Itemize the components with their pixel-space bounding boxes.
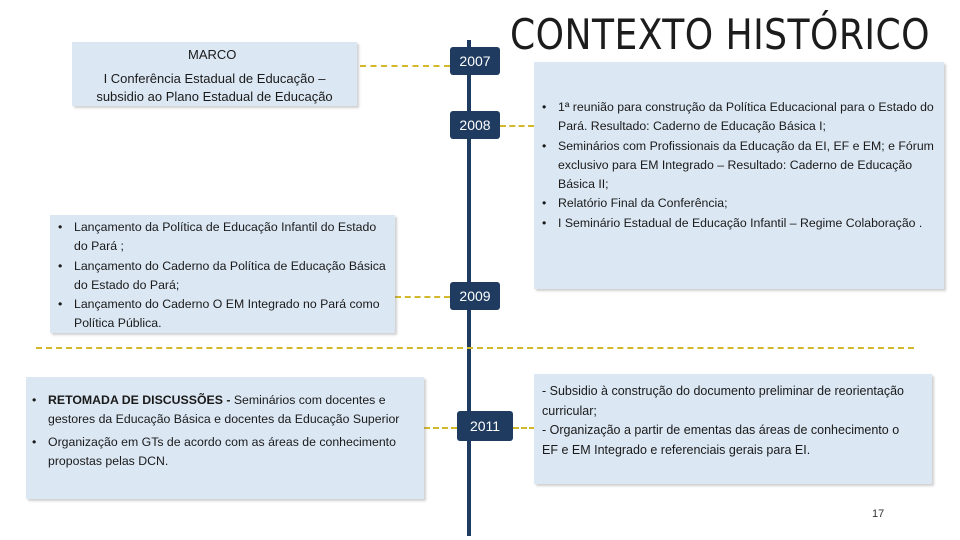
marco-line-2: subsidio ao Plano Estadual de Educação [96, 89, 333, 104]
section-divider [36, 347, 914, 349]
year-2009: 2009 [450, 282, 500, 310]
marco-line-1: I Conferência Estadual de Educação – [103, 71, 326, 86]
list-2008 [540, 98, 936, 233]
list-item [30, 391, 416, 428]
list-2011 [30, 391, 416, 470]
list-item: • Organização em GTs de acordo com as áreas de conhecimento propostas pelas DCN. [30, 433, 416, 470]
retomada-text: Seminários com docentes e gestores da Educação Básica e docentes da Educação Superior [48, 393, 400, 426]
box-2008 [534, 62, 944, 289]
box-2009 [50, 215, 395, 333]
box-2011-right [534, 374, 932, 484]
list-item: • Seminários com Profissionais da Educação da EI, EF e EM; e Fórum exclusivo para EM Integrado – Resultado: Caderno de Educação Básica II; [540, 137, 936, 195]
list-item: • Lançamento do Caderno O EM Integrado no Pará como Política Pública. [56, 295, 387, 334]
marco-box [72, 42, 357, 106]
list-item: • Lançamento da Política de Educação Infantil do Estado do Pará ; [56, 218, 387, 257]
marco-heading: MARCO [188, 47, 237, 62]
box-2011-left [26, 377, 424, 499]
connector-2011-left [424, 427, 457, 429]
page-title: CONTEXTO HISTÓRICO [510, 10, 931, 59]
year-2008: 2008 [450, 111, 500, 139]
subsidio-text: - Subsidio à construção do documento preliminar de reorientação curricular; [542, 384, 905, 418]
list-item: • 1ª reunião para construção da Política Educacional para o Estado do Pará. Resultado: Caderno de Educação Básica I; [540, 98, 936, 137]
organizacao-text: - Organização a partir de ementas das áreas de conhecimento o EF e EM Integrado e referenciais gerais para EI. [542, 423, 900, 457]
connector-2007 [360, 65, 450, 67]
connector-2008 [500, 125, 534, 127]
list-item: • Relatório Final da Conferência; [540, 194, 936, 213]
year-2011: 2011 [457, 411, 513, 441]
year-2007: 2007 [450, 47, 500, 75]
list-item: • I Seminário Estadual de Educação Infantil – Regime Colaboração . [540, 214, 936, 233]
list-item: • Lançamento do Caderno da Política de Educação Básica do Estado do Pará; [56, 257, 387, 296]
page-number: 17 [872, 508, 885, 520]
connector-2009 [395, 296, 450, 298]
list-2009 [56, 218, 387, 334]
retomada-label: RETOMADA DE DISCUSSÕES - [48, 393, 231, 407]
